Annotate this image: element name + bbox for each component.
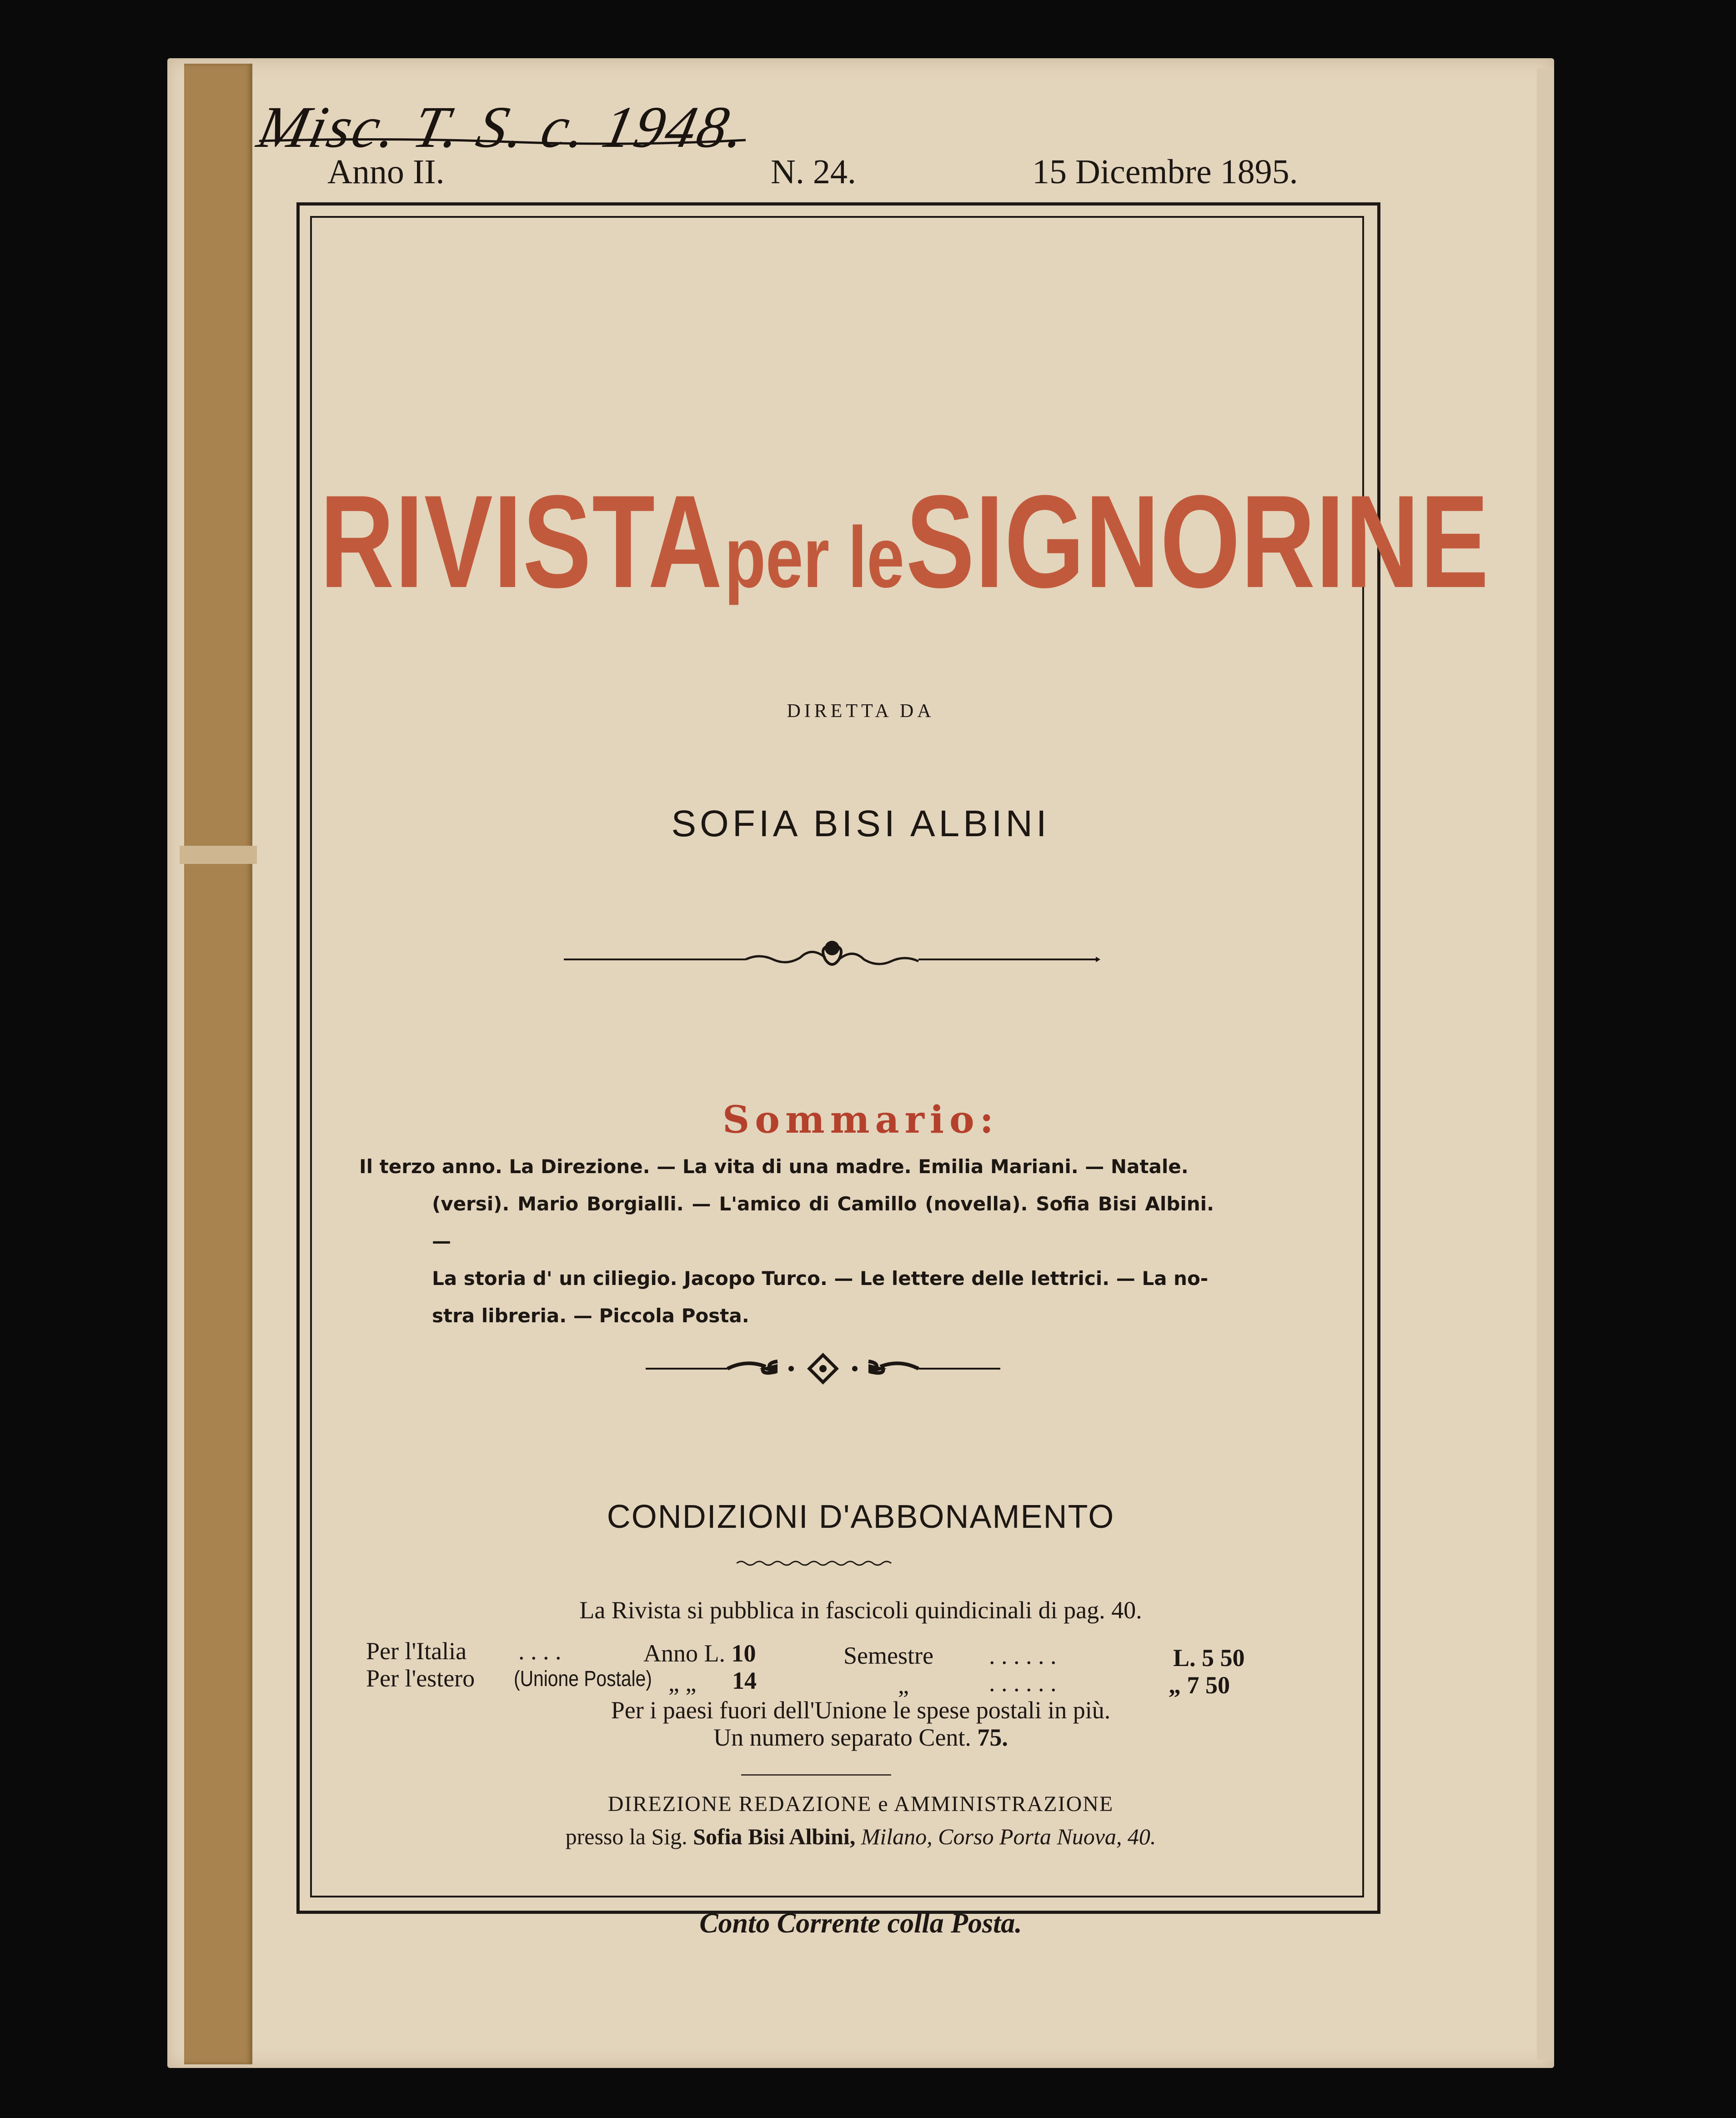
rate-estero-union: (Unione Postale) <box>514 1667 652 1691</box>
rate-estero-anno-value: 14 <box>732 1667 757 1694</box>
rate-italia-label: Per l'Italia <box>366 1637 467 1665</box>
binding-spine <box>184 64 252 2064</box>
header-numero: N. 24. <box>771 153 856 191</box>
spine-tear <box>180 846 257 864</box>
editor-name: SOFIA BISI ALBINI <box>671 803 1050 844</box>
rate-ditto: „ „ <box>668 1669 697 1696</box>
rate-estero-semestre-value: „ 7 50 <box>1169 1671 1230 1699</box>
single-issue-label: Un numero separato Cent. <box>713 1724 971 1751</box>
rate-dots: . . . . . . <box>989 1642 1057 1669</box>
magazine-title <box>320 466 1490 617</box>
rate-semestre-label: Semestre <box>843 1642 933 1669</box>
title-signorine: SIGNORINE <box>906 468 1490 615</box>
address-name: Sofia Bisi Albini, <box>693 1824 856 1849</box>
rate-estero-label: Per l'estero <box>366 1665 475 1692</box>
page-edge <box>1537 68 1553 2060</box>
address-location: Milano, Corso Porta Nuova, 40. <box>861 1824 1156 1849</box>
diretta-da-label: DIRETTA DA <box>787 701 935 722</box>
postal-note: Per i paesi fuori dell'Unione le spese postali in più. <box>611 1696 1111 1724</box>
title-rivista: RIVISTA <box>320 468 723 615</box>
rate-italia <box>366 1637 467 1665</box>
sommario-line: (versi). Mario Borgialli. — L'amico di Camillo (novella). Sofia Bisi Albini. — <box>432 1193 1214 1252</box>
shelfmark-handwritten: Misc. T. S. c. 1948. <box>252 95 753 160</box>
rate-anno-label: Anno L. <box>643 1640 725 1667</box>
sommario-line: stra libreria. — Piccola Posta. <box>432 1305 749 1327</box>
single-issue-price <box>167 1723 1554 1752</box>
title-per-le: per le <box>724 509 904 606</box>
single-issue-value: 75. <box>977 1724 1008 1751</box>
address-prefix: presso la Sig. <box>565 1824 687 1849</box>
direzione-address <box>167 1823 1554 1850</box>
sommario-text <box>359 1148 1214 1335</box>
direzione-heading: DIREZIONE REDAZIONE e AMMINISTRAZIONE <box>607 1792 1114 1816</box>
rate-italia-anno-value: 10 <box>731 1640 756 1667</box>
sommario-line: Il terzo anno. La Direzione. — La vita di una madre. Emilia Mariani. — Natale. <box>359 1155 1189 1178</box>
publication-note: La Rivista si pubblica in fascicoli quindicinali di pag. 40. <box>579 1596 1142 1624</box>
rate-italia-semestre-value: L. 5 50 <box>1173 1644 1245 1671</box>
ornament-divider-middle <box>646 1353 1000 1385</box>
rate-dots: . . . . . . <box>989 1669 1057 1696</box>
shelfmark-underline <box>255 136 755 146</box>
sommario-line: La storia d' un ciliegio. Jacopo Turco. — Le lettere delle lettrici. — La no- <box>432 1267 1209 1290</box>
rate-ditto: „ <box>898 1671 909 1699</box>
wavy-rule <box>737 1560 896 1567</box>
sommario-heading: Sommario: <box>722 1098 999 1142</box>
footer-conto-corrente: Conto Corrente colla Posta. <box>699 1908 1022 1939</box>
divider-rule <box>741 1774 891 1776</box>
header-anno: Anno II. <box>327 153 445 191</box>
ornament-divider-top <box>564 932 1100 973</box>
rate-dots: . . . . <box>518 1637 562 1665</box>
header-date: 15 Dicembre 1895. <box>1032 153 1298 191</box>
rate-italia-anno <box>643 1639 756 1667</box>
condizioni-heading: CONDIZIONI D'ABBONAMENTO <box>607 1499 1115 1535</box>
